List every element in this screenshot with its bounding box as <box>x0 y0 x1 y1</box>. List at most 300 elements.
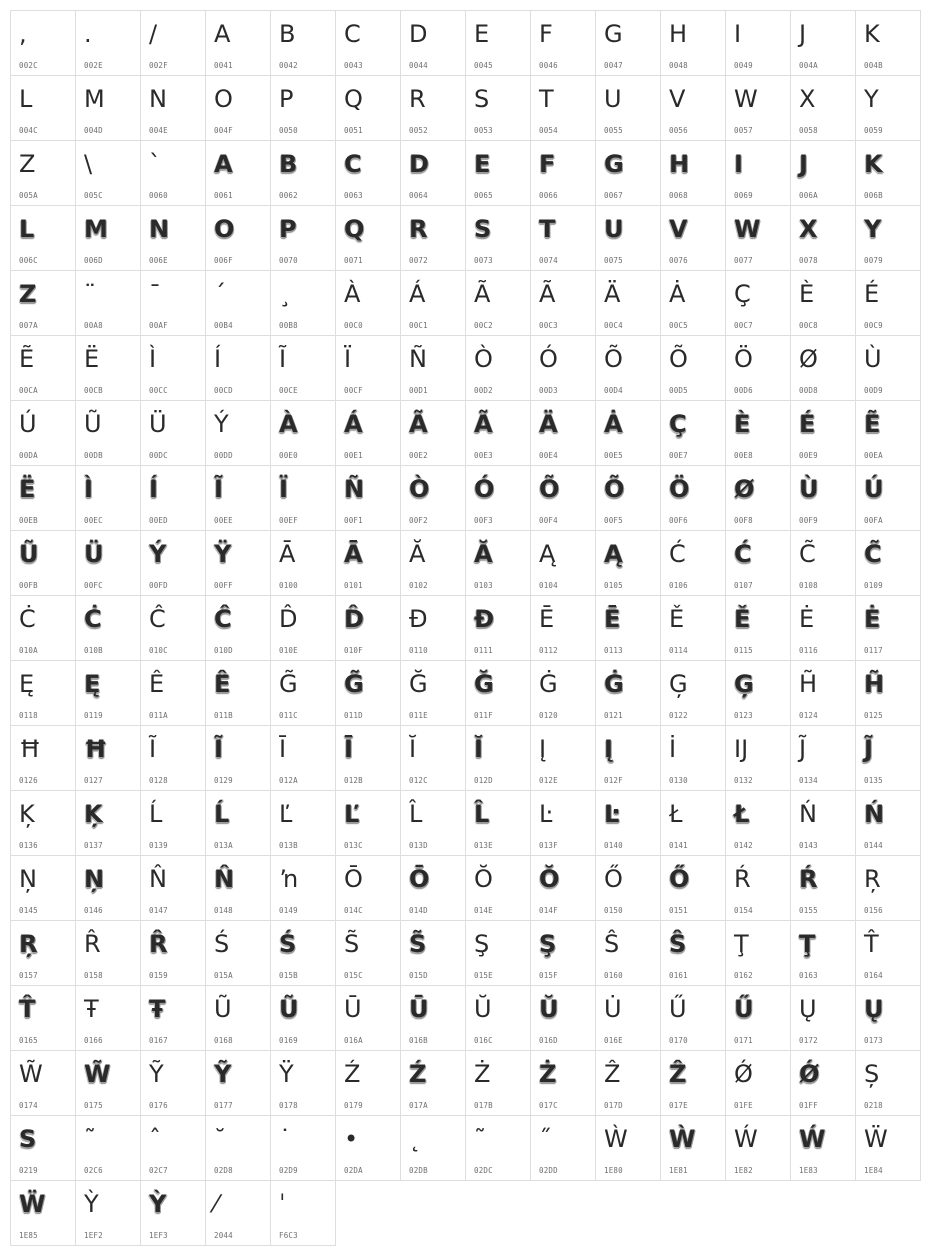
glyph-char: Ñ <box>344 475 365 503</box>
glyph-code: 006A <box>799 191 818 200</box>
glyph-cell <box>726 921 791 986</box>
glyph-code: 00FA <box>864 516 883 525</box>
glyph-code: 0165 <box>19 1036 38 1045</box>
glyph-code: 00D8 <box>799 386 818 395</box>
glyph-char: G̃ <box>279 670 298 698</box>
glyph-char: J <box>799 150 808 178</box>
glyph-char: Ǿ <box>734 1060 753 1088</box>
glyph-char: M <box>84 215 108 243</box>
glyph-cell <box>271 726 336 791</box>
glyph-char: I <box>734 20 742 48</box>
glyph-code: 1E85 <box>19 1231 38 1240</box>
glyph-char: Ņ <box>84 865 105 893</box>
glyph-code: 00DA <box>19 451 38 460</box>
glyph-code: 00ED <box>149 516 168 525</box>
glyph-cell <box>856 726 921 791</box>
glyph-char: Đ <box>474 605 495 633</box>
glyph-cell <box>726 271 791 336</box>
glyph-code: 1EF3 <box>149 1231 168 1240</box>
glyph-cell <box>856 466 921 531</box>
glyph-cell <box>596 531 661 596</box>
glyph-char: Z <box>19 150 36 178</box>
glyph-cell <box>11 1051 76 1116</box>
glyph-code: 012F <box>604 776 623 785</box>
glyph-cell <box>726 1051 791 1116</box>
glyph-char: Ȧ <box>669 280 686 308</box>
glyph-code: 0109 <box>864 581 883 590</box>
glyph-code: 015D <box>409 971 428 980</box>
glyph-code: 0063 <box>344 191 363 200</box>
glyph-code: 00F4 <box>539 516 558 525</box>
glyph-cell <box>141 206 206 271</box>
glyph-char: N <box>149 215 170 243</box>
glyph-cell <box>11 791 76 856</box>
glyph-char: U <box>604 215 624 243</box>
glyph-code: 0146 <box>84 906 103 915</box>
glyph-cell <box>791 531 856 596</box>
glyph-char: T <box>539 215 556 243</box>
glyph-code: 002E <box>84 61 103 70</box>
glyph-code: 005C <box>84 191 103 200</box>
glyph-cell <box>466 466 531 531</box>
glyph-cell <box>596 1116 661 1181</box>
glyph-cell <box>141 791 206 856</box>
glyph-cell <box>466 1051 531 1116</box>
glyph-cell <box>466 531 531 596</box>
glyph-code: 011A <box>149 711 168 720</box>
glyph-char: Ǿ <box>799 1060 820 1088</box>
glyph-code: 0125 <box>864 711 883 720</box>
glyph-char: Ã <box>409 410 428 438</box>
glyph-char: Į <box>539 735 547 763</box>
glyph-cell <box>271 11 336 76</box>
glyph-cell <box>11 11 76 76</box>
glyph-char: J <box>799 20 807 48</box>
glyph-cell <box>466 791 531 856</box>
glyph-cell <box>76 141 141 206</box>
glyph-code: 00C7 <box>734 321 753 330</box>
glyph-code: 006C <box>19 256 38 265</box>
glyph-cell <box>141 661 206 726</box>
glyph-char: N̂ <box>149 865 167 893</box>
glyph-char: U <box>604 85 622 113</box>
glyph-cell <box>661 921 726 986</box>
glyph-code: 006E <box>149 256 168 265</box>
glyph-code: 00FF <box>214 581 233 590</box>
glyph-char: Ű <box>734 995 754 1023</box>
glyph-char: Ő <box>669 865 690 893</box>
glyph-code: 015B <box>279 971 298 980</box>
glyph-char: S <box>474 215 492 243</box>
glyph-char: Ũ <box>19 540 39 568</box>
glyph-char: Ż <box>474 1060 491 1088</box>
glyph-char: Ģ <box>734 670 754 698</box>
glyph-cell <box>661 141 726 206</box>
glyph-cell <box>596 206 661 271</box>
glyph-char: Ê <box>214 670 231 698</box>
glyph-char: Ẽ <box>864 410 881 438</box>
glyph-code: 0050 <box>279 126 298 135</box>
glyph-code: 0159 <box>149 971 168 980</box>
glyph-char: Ŏ <box>539 865 560 893</box>
glyph-char: Ă <box>409 540 426 568</box>
glyph-code: 0172 <box>799 1036 818 1045</box>
glyph-char: W <box>734 215 761 243</box>
glyph-cell <box>466 11 531 76</box>
glyph-code: 015F <box>539 971 558 980</box>
glyph-cell <box>466 726 531 791</box>
glyph-char: T̂ <box>19 995 36 1023</box>
glyph-cell <box>11 1116 76 1181</box>
glyph-code: 0069 <box>734 191 753 200</box>
glyph-char: ` <box>149 150 161 178</box>
glyph-cell <box>76 986 141 1051</box>
glyph-char: Ś <box>279 930 297 958</box>
glyph-char: Ȧ <box>604 410 623 438</box>
glyph-code: 02DD <box>539 1166 558 1175</box>
glyph-code: 0163 <box>799 971 818 980</box>
glyph-code: 0077 <box>734 256 753 265</box>
glyph-char: Ć <box>669 540 686 568</box>
glyph-code: 00EA <box>864 451 883 460</box>
glyph-code: 012A <box>279 776 298 785</box>
glyph-code: 0119 <box>84 711 103 720</box>
glyph-char: Ė <box>799 605 815 633</box>
glyph-cell <box>726 726 791 791</box>
glyph-cell <box>531 921 596 986</box>
glyph-cell <box>531 661 596 726</box>
glyph-cell <box>336 986 401 1051</box>
glyph-code: 0105 <box>604 581 623 590</box>
glyph-char: Ľ <box>344 800 360 828</box>
glyph-char: Ĺ <box>214 800 230 828</box>
glyph-code: 0071 <box>344 256 363 265</box>
glyph-code: 0127 <box>84 776 103 785</box>
glyph-code: 0073 <box>474 256 493 265</box>
glyph-code: 00E5 <box>604 451 623 460</box>
glyph-char: Ü <box>84 540 104 568</box>
glyph-cell <box>791 271 856 336</box>
glyph-code: 1E81 <box>669 1166 688 1175</box>
glyph-char: Ũ <box>279 995 299 1023</box>
glyph-char: Ă <box>474 540 493 568</box>
glyph-code: 016B <box>409 1036 428 1045</box>
glyph-char: Đ <box>409 605 428 633</box>
glyph-char: Ä <box>539 410 558 438</box>
glyph-code: 00E7 <box>669 451 688 460</box>
glyph-code: 00EB <box>19 516 38 525</box>
glyph-code: 013D <box>409 841 428 850</box>
glyph-cell <box>76 596 141 661</box>
glyph-code: 0145 <box>19 906 38 915</box>
glyph-cell <box>531 856 596 921</box>
glyph-code: 011C <box>279 711 298 720</box>
glyph-char: J̃ <box>864 735 873 763</box>
glyph-cell <box>661 531 726 596</box>
glyph-code: 0139 <box>149 841 168 850</box>
glyph-char: Ŗ <box>864 865 881 893</box>
glyph-cell <box>661 271 726 336</box>
glyph-cell <box>11 856 76 921</box>
glyph-code: 0130 <box>669 776 688 785</box>
glyph-char: Ö <box>734 345 753 373</box>
glyph-cell <box>141 921 206 986</box>
glyph-char: Ẁ <box>604 1125 628 1153</box>
glyph-cell <box>726 336 791 401</box>
glyph-char: È <box>799 280 815 308</box>
glyph-cell <box>466 141 531 206</box>
glyph-code: 0148 <box>214 906 233 915</box>
glyph-cell <box>531 1116 596 1181</box>
glyph-cell <box>336 206 401 271</box>
glyph-char: É <box>864 280 880 308</box>
glyph-code: 02D9 <box>279 1166 298 1175</box>
glyph-cell <box>401 856 466 921</box>
glyph-char: Ķ <box>84 800 103 828</box>
glyph-cell <box>141 1116 206 1181</box>
glyph-cell <box>726 791 791 856</box>
glyph-char: Ų <box>864 995 884 1023</box>
glyph-code: 0129 <box>214 776 233 785</box>
glyph-code: 0078 <box>799 256 818 265</box>
glyph-code: 015A <box>214 971 233 980</box>
glyph-code: 0064 <box>409 191 428 200</box>
glyph-char: Ţ <box>799 930 816 958</box>
glyph-code: 0041 <box>214 61 233 70</box>
glyph-cell <box>76 1181 141 1246</box>
glyph-char: Ĉ <box>149 605 166 633</box>
glyph-cell <box>336 791 401 856</box>
glyph-char: Ā <box>344 540 363 568</box>
glyph-char: À <box>344 280 361 308</box>
glyph-char: R <box>409 85 426 113</box>
glyph-code: 02C7 <box>149 1166 168 1175</box>
glyph-char: G <box>604 20 623 48</box>
glyph-char: Ę <box>84 670 101 698</box>
glyph-cell <box>791 76 856 141</box>
glyph-char: Ĺ <box>149 800 163 828</box>
glyph-cell <box>76 921 141 986</box>
glyph-code: 0075 <box>604 256 623 265</box>
glyph-char: Ŧ <box>149 995 166 1023</box>
glyph-cell <box>596 921 661 986</box>
glyph-char: Ù <box>799 475 819 503</box>
glyph-char: C̃ <box>799 540 816 568</box>
glyph-cell <box>336 726 401 791</box>
glyph-code: 0047 <box>604 61 623 70</box>
glyph-cell <box>401 336 466 401</box>
glyph-cell <box>661 661 726 726</box>
glyph-code: 00D9 <box>864 386 883 395</box>
glyph-char: D̂ <box>279 605 298 633</box>
glyph-code: 0062 <box>279 191 298 200</box>
glyph-code: 0066 <box>539 191 558 200</box>
glyph-char: ˛ <box>409 1125 421 1153</box>
glyph-char: Ű <box>669 995 687 1023</box>
glyph-code: 0070 <box>279 256 298 265</box>
glyph-code: 1EF2 <box>84 1231 103 1240</box>
glyph-code: 0067 <box>604 191 623 200</box>
glyph-cell <box>206 1051 271 1116</box>
glyph-code: 0115 <box>734 646 753 655</box>
glyph-char: Á <box>344 410 363 438</box>
glyph-char: . <box>84 20 92 48</box>
glyph-cell <box>726 1116 791 1181</box>
glyph-cell <box>596 661 661 726</box>
glyph-code: 007A <box>19 321 38 330</box>
glyph-code: 0162 <box>734 971 753 980</box>
glyph-code: 0110 <box>409 646 428 655</box>
glyph-char: W̃ <box>84 1060 111 1088</box>
glyph-cell <box>466 921 531 986</box>
glyph-char: U̇ <box>604 995 622 1023</box>
glyph-code: 013C <box>344 841 363 850</box>
glyph-cell <box>141 596 206 661</box>
glyph-char: Ŀ <box>604 800 620 828</box>
glyph-char: S <box>19 1125 37 1153</box>
glyph-cell <box>466 1116 531 1181</box>
glyph-code: 0051 <box>344 126 363 135</box>
glyph-cell <box>596 791 661 856</box>
glyph-code: 0154 <box>734 906 753 915</box>
glyph-char: Ũ <box>84 410 102 438</box>
glyph-code: 00B4 <box>214 321 233 330</box>
glyph-char: Ě <box>669 605 685 633</box>
glyph-code: 005A <box>19 191 38 200</box>
glyph-cell <box>726 596 791 661</box>
glyph-char: Ł <box>669 800 683 828</box>
glyph-cell <box>401 401 466 466</box>
glyph-cell <box>141 76 206 141</box>
glyph-cell <box>791 986 856 1051</box>
glyph-cell <box>531 531 596 596</box>
glyph-code: 0161 <box>669 971 688 980</box>
glyph-code: 0058 <box>799 126 818 135</box>
glyph-cell <box>271 1181 336 1246</box>
glyph-char: Ċ <box>84 605 102 633</box>
glyph-char: ¯ <box>149 280 161 308</box>
glyph-code: 014C <box>344 906 363 915</box>
glyph-cell <box>271 921 336 986</box>
glyph-char: Ã <box>474 410 493 438</box>
glyph-cell <box>336 921 401 986</box>
glyph-cell <box>336 466 401 531</box>
glyph-char: Ğ <box>409 670 428 698</box>
glyph-cell <box>596 986 661 1051</box>
glyph-char: Ẅ <box>864 1125 888 1153</box>
glyph-cell <box>791 596 856 661</box>
glyph-code: 0072 <box>409 256 428 265</box>
glyph-code: 0059 <box>864 126 883 135</box>
glyph-cell <box>726 466 791 531</box>
glyph-cell <box>336 336 401 401</box>
glyph-cell <box>206 401 271 466</box>
glyph-code: 0219 <box>19 1166 38 1175</box>
glyph-code: 0136 <box>19 841 38 850</box>
glyph-char: Ö <box>669 475 690 503</box>
glyph-char: Ġ <box>539 670 558 698</box>
glyph-code: 0107 <box>734 581 753 590</box>
glyph-code: 0175 <box>84 1101 103 1110</box>
glyph-cell <box>206 596 271 661</box>
glyph-char: Ș <box>864 1060 880 1088</box>
glyph-char: Y <box>864 85 879 113</box>
glyph-cell <box>11 726 76 791</box>
glyph-char: H̃ <box>864 670 885 698</box>
glyph-code: 0079 <box>864 256 883 265</box>
glyph-cell <box>271 661 336 726</box>
glyph-cell <box>336 1116 401 1181</box>
glyph-char: Ľ <box>279 800 293 828</box>
glyph-code: 0117 <box>864 646 883 655</box>
glyph-cell <box>206 76 271 141</box>
glyph-char: S̃ <box>409 930 427 958</box>
glyph-char: Ẃ <box>799 1125 826 1153</box>
glyph-code: 0053 <box>474 126 493 135</box>
glyph-code: 00F1 <box>344 516 363 525</box>
glyph-cell <box>466 856 531 921</box>
glyph-char: Q <box>344 215 365 243</box>
glyph-cell <box>401 531 466 596</box>
glyph-char: Ë <box>84 345 100 373</box>
glyph-char: L <box>19 85 33 113</box>
glyph-code: 017C <box>539 1101 558 1110</box>
glyph-code: 010D <box>214 646 233 655</box>
glyph-code: 0218 <box>864 1101 883 1110</box>
glyph-char: Ō <box>344 865 363 893</box>
glyph-char: B <box>279 20 296 48</box>
glyph-char: G <box>604 150 624 178</box>
glyph-cell <box>206 141 271 206</box>
glyph-code: 00E2 <box>409 451 428 460</box>
glyph-cell <box>726 531 791 596</box>
glyph-code: 00DD <box>214 451 233 460</box>
glyph-char: ŉ <box>279 865 299 893</box>
glyph-cell <box>401 11 466 76</box>
glyph-cell <box>271 76 336 141</box>
glyph-char: Ū <box>344 995 362 1023</box>
glyph-char: Ŕ <box>734 865 751 893</box>
glyph-code: 00C2 <box>474 321 493 330</box>
glyph-code: 013E <box>474 841 493 850</box>
glyph-cell <box>271 791 336 856</box>
glyph-code: 015C <box>344 971 363 980</box>
glyph-char: Y <box>864 215 882 243</box>
glyph-code: 010A <box>19 646 38 655</box>
glyph-code: 0068 <box>669 191 688 200</box>
glyph-char: D <box>409 150 429 178</box>
glyph-code: 004E <box>149 126 168 135</box>
glyph-code: 0106 <box>669 581 688 590</box>
glyph-char: T̂ <box>864 930 879 958</box>
glyph-cell <box>271 531 336 596</box>
glyph-cell <box>271 141 336 206</box>
glyph-cell <box>11 76 76 141</box>
glyph-cell <box>791 141 856 206</box>
glyph-code: 0045 <box>474 61 493 70</box>
glyph-char: Ę <box>19 670 35 698</box>
glyph-cell <box>791 11 856 76</box>
glyph-char: Ŏ <box>474 865 493 893</box>
glyph-char: Ẑ <box>669 1060 687 1088</box>
glyph-code: 0143 <box>799 841 818 850</box>
glyph-code: 010F <box>344 646 363 655</box>
glyph-cell <box>336 271 401 336</box>
glyph-cell <box>401 726 466 791</box>
glyph-cell <box>11 531 76 596</box>
glyph-cell <box>206 726 271 791</box>
glyph-cell <box>141 986 206 1051</box>
